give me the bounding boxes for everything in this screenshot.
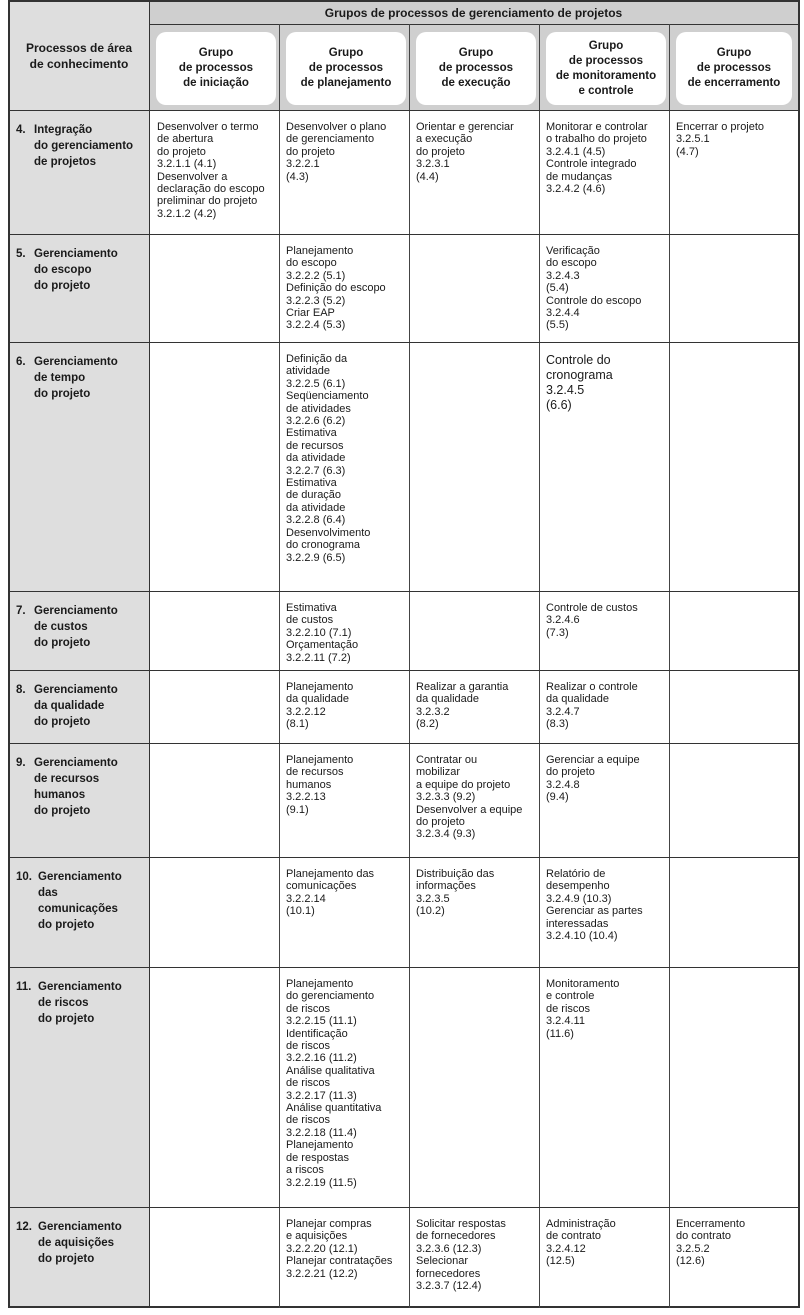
process-cell: Desenvolver o termo de abertura do projeto 3.2.1.1 (4.1) Desenvolver a declaração do escopo preliminar do projeto 3.2.1.2 (4.2) — [157, 121, 265, 220]
knowledge-area-rest: de aquisições do projeto — [38, 1237, 115, 1265]
process-cell: Monitoramento e controle de riscos 3.2.4.11 (11.6) — [546, 978, 620, 1040]
column-divider — [409, 24, 410, 1308]
process-cell: Distribuição das informações 3.2.3.5 (10.2) — [416, 868, 495, 918]
knowledge-area-first-line: Gerenciamento — [34, 757, 118, 769]
knowledge-area-first-line: Gerenciamento — [38, 1221, 122, 1233]
row-divider — [10, 234, 798, 235]
row-divider — [10, 110, 798, 111]
knowledge-area-number: 9. — [16, 757, 26, 769]
row-divider — [10, 342, 798, 343]
knowledge-area-number: 10. — [16, 871, 32, 883]
knowledge-area-header: Processos de área de conhecimento — [25, 41, 133, 71]
knowledge-area-label — [16, 979, 146, 1027]
row-divider — [10, 591, 798, 592]
row-divider — [10, 857, 798, 858]
knowledge-area-first-line: Gerenciamento — [34, 248, 118, 260]
row-divider — [10, 743, 798, 744]
process-cell: Contratar ou mobilizar a equipe do projeto 3.2.3.3 (9.2) Desenvolver a equipe do projeto 3.2.3.4 (9.3) — [416, 754, 523, 841]
knowledge-area-label — [16, 869, 146, 933]
knowledge-area-number: 5. — [16, 248, 26, 260]
knowledge-area-title — [16, 122, 146, 138]
group-execution: Grupo de processos de execução — [416, 32, 536, 105]
process-cell: Solicitar respostas de fornecedores 3.2.3.6 (12.3) Selecionar fornecedores 3.2.3.7 (12.4) — [416, 1218, 506, 1293]
group-initiation: Grupo de processos de iniciação — [156, 32, 276, 105]
knowledge-area-title — [16, 755, 146, 771]
process-cell: Realizar o controle da qualidade 3.2.4.7 (8.3) — [546, 681, 638, 731]
process-cell: Relatório de desempenho 3.2.4.9 (10.3) Gerenciar as partes interessadas 3.2.4.10 (10.4) — [546, 868, 643, 943]
knowledge-area-title — [16, 1219, 146, 1235]
process-cell: Verificação do escopo 3.2.4.3 (5.4) Controle do escopo 3.2.4.4 (5.5) — [546, 245, 642, 332]
knowledge-area-first-line: Gerenciamento — [38, 981, 122, 993]
process-cell: Planejamento do escopo 3.2.2.2 (5.1) Definição do escopo 3.2.2.3 (5.2) Criar EAP 3.2.2.4 (5.3) — [286, 245, 386, 332]
process-cell: Encerrar o projeto 3.2.5.1 (4.7) — [676, 121, 765, 158]
group-monitoring: Grupo de processos de monitoramento e controle — [546, 32, 666, 105]
column-divider — [539, 24, 540, 1308]
knowledge-area-label — [16, 1219, 146, 1267]
row-divider — [10, 967, 798, 968]
knowledge-area-title — [16, 246, 146, 262]
knowledge-area-number: 12. — [16, 1221, 32, 1233]
knowledge-area-label — [16, 122, 146, 170]
knowledge-area-number: 4. — [16, 124, 26, 136]
knowledge-area-label — [16, 682, 146, 730]
knowledge-area-rest: do gerenciamento de projetos — [34, 140, 134, 168]
row-divider — [10, 1207, 798, 1208]
knowledge-area-first-line: Integração — [34, 124, 93, 136]
knowledge-area-title — [16, 354, 146, 370]
column-divider — [149, 2, 150, 1308]
row-divider — [10, 670, 798, 671]
process-cell: Controle do cronograma 3.2.4.5 (6.6) — [546, 353, 613, 412]
knowledge-area-rest: de riscos do projeto — [38, 997, 95, 1025]
process-cell: Planejar compras e aquisições 3.2.2.20 (12.1) Planejar contratações 3.2.2.21 (12.2) — [286, 1218, 393, 1280]
process-cell: Gerenciar a equipe do projeto 3.2.4.8 (9.4) — [546, 754, 640, 804]
knowledge-area-label — [16, 755, 146, 819]
knowledge-area-rest: de recursos humanos do projeto — [34, 773, 100, 817]
knowledge-area-rest: das comunicações do projeto — [38, 887, 118, 931]
knowledge-area-title — [16, 869, 146, 885]
knowledge-area-rest: de tempo do projeto — [34, 372, 91, 400]
group-closing: Grupo de processos de encerramento — [676, 32, 792, 105]
knowledge-area-first-line: Gerenciamento — [38, 871, 122, 883]
process-cell: Controle de custos 3.2.4.6 (7.3) — [546, 602, 638, 639]
column-divider — [279, 24, 280, 1308]
knowledge-area-title — [16, 682, 146, 698]
process-groups-table — [8, 0, 800, 1308]
knowledge-area-label — [16, 354, 146, 402]
process-cell: Desenvolver o plano de gerenciamento do projeto 3.2.2.1 (4.3) — [286, 121, 387, 183]
knowledge-area-first-line: Gerenciamento — [34, 356, 118, 368]
process-cell: Planejamento do gerenciamento de riscos 3.2.2.15 (11.1) Identificação de riscos 3.2.2.16 (11.2) Análise qualitativa de riscos 3.2.2.17 (11.3) Análise quantitativa de riscos 3.2.2.18 (11.4) Planejamento de respostas a riscos 3.2.2.19 (11.5) — [286, 978, 382, 1189]
process-cell: Planejamento de recursos humanos 3.2.2.13 (9.1) — [286, 754, 354, 816]
knowledge-area-number: 8. — [16, 684, 26, 696]
process-cell: Administração de contrato 3.2.4.12 (12.5) — [546, 1218, 616, 1268]
process-cell: Orientar e gerenciar a execução do projeto 3.2.3.1 (4.4) — [416, 121, 514, 183]
process-cell: Monitorar e controlar o trabalho do projeto 3.2.4.1 (4.5) Controle integrado de mudanças 3.2.4.2 (4.6) — [546, 121, 648, 196]
knowledge-area-rest: da qualidade do projeto — [34, 700, 105, 728]
knowledge-area-label — [16, 603, 146, 651]
column-divider — [669, 24, 670, 1308]
knowledge-area-number: 7. — [16, 605, 26, 617]
process-cell: Encerramento do contrato 3.2.5.2 (12.6) — [676, 1218, 746, 1268]
knowledge-area-rest: de custos do projeto — [34, 621, 91, 649]
process-cell: Realizar a garantia da qualidade 3.2.3.2 (8.2) — [416, 681, 509, 731]
process-cell: Definição da atividade 3.2.2.5 (6.1) Seqüenciamento de atividades 3.2.2.6 (6.2) Estimativa de recursos da atividade 3.2.2.7 (6.3) Estimativa de duração da atividade 3.2.2.8 (6.4) Desenvolvimento do cronograma 3.2.2.9 (6.5) — [286, 353, 371, 564]
knowledge-area-rest: do escopo do projeto — [34, 264, 92, 292]
process-groups-title: Grupos de processos de gerenciamento de projetos — [324, 6, 623, 20]
process-cell: Estimativa de custos 3.2.2.10 (7.1) Orçamentação 3.2.2.11 (7.2) — [286, 602, 359, 664]
group-planning: Grupo de processos de planejamento — [286, 32, 406, 105]
knowledge-area-title — [16, 603, 146, 619]
knowledge-area-column — [10, 2, 149, 1306]
process-cell: Planejamento das comunicações 3.2.2.14 (10.1) — [286, 868, 375, 918]
process-cell: Planejamento da qualidade 3.2.2.12 (8.1) — [286, 681, 354, 731]
knowledge-area-first-line: Gerenciamento — [34, 684, 118, 696]
knowledge-area-number: 11. — [16, 981, 32, 993]
knowledge-area-title — [16, 979, 146, 995]
knowledge-area-first-line: Gerenciamento — [34, 605, 118, 617]
knowledge-area-number: 6. — [16, 356, 26, 368]
knowledge-area-label — [16, 246, 146, 294]
